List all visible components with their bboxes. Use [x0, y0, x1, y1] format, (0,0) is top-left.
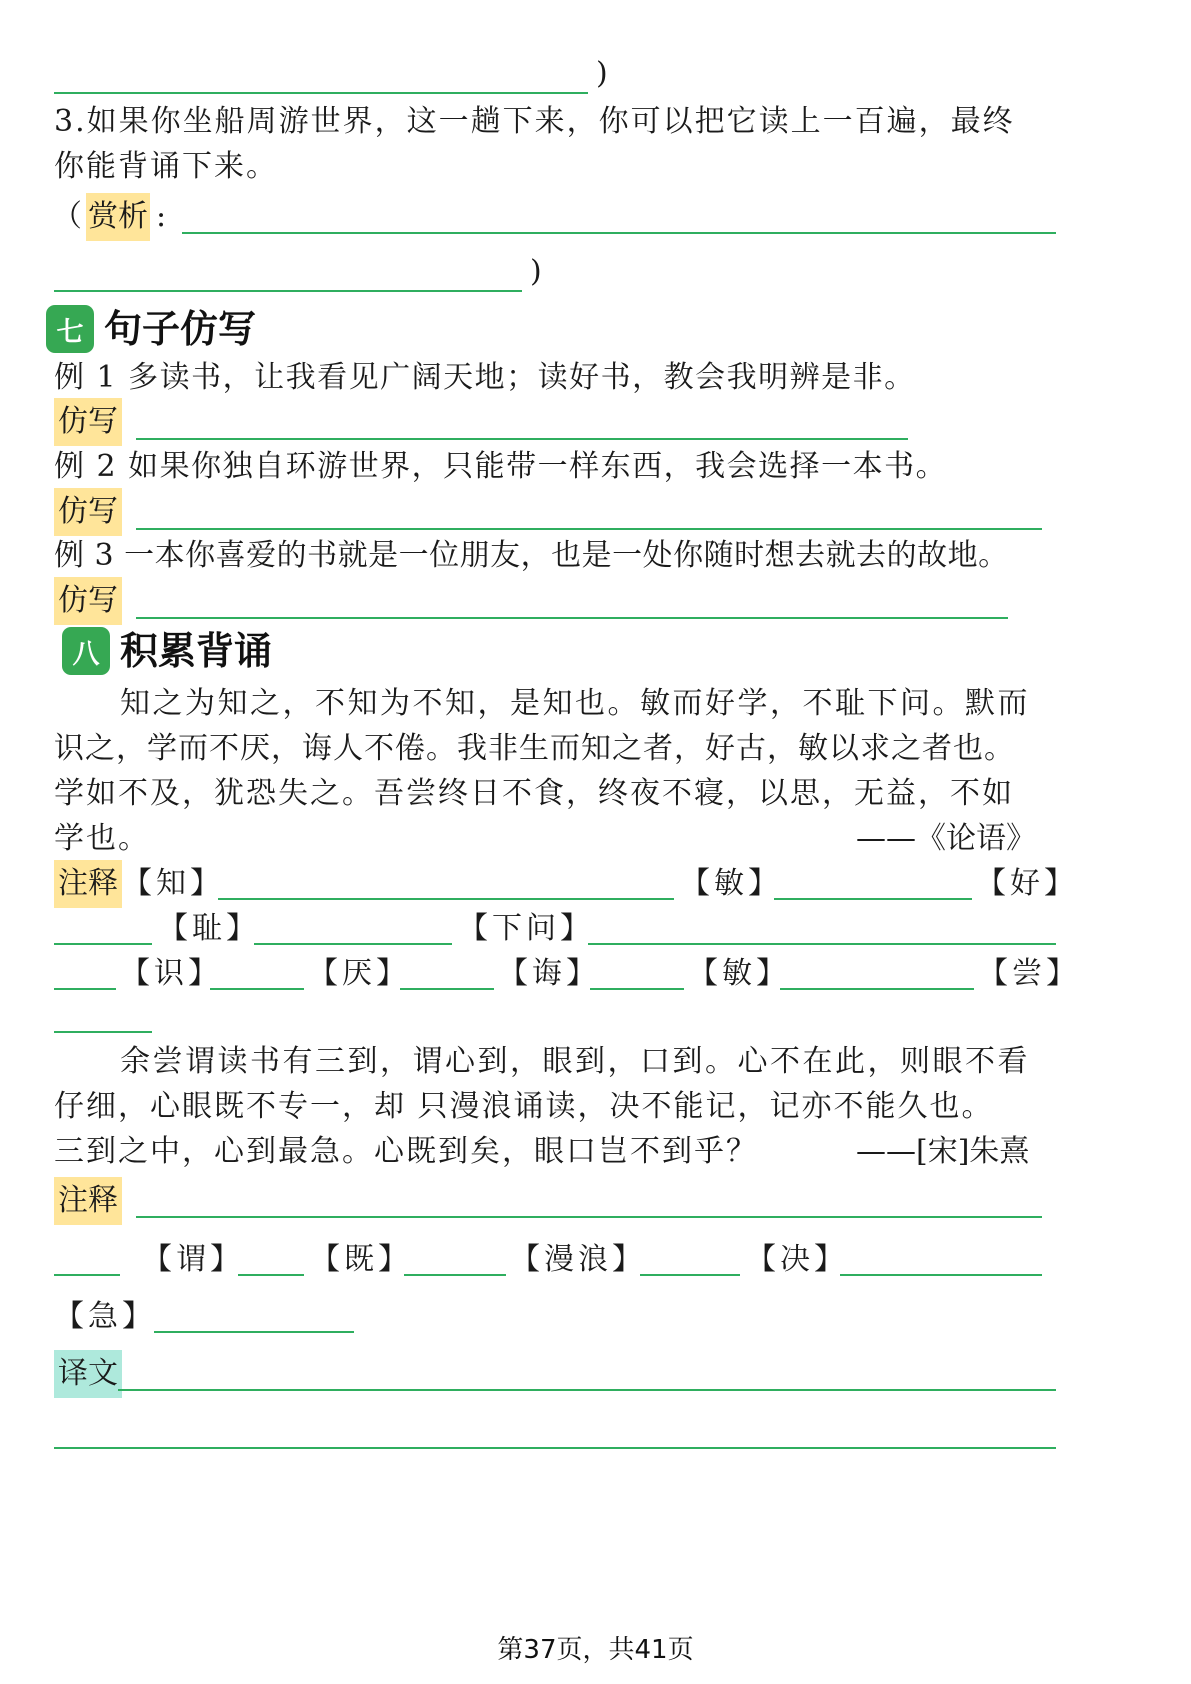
term-chang-line[interactable]	[54, 1031, 152, 1033]
term-hui: 【诲】	[498, 956, 600, 991]
term-min-2: 【敏】	[688, 956, 790, 991]
term-ji-urgent-line[interactable]	[154, 1331, 354, 1333]
term-shi: 【识】	[120, 956, 222, 991]
term-hao: 【好】	[976, 866, 1078, 901]
section-7-title: 句子仿写	[104, 307, 257, 351]
analects-line-4: 学也。	[54, 821, 150, 856]
imitation-line-1[interactable]	[136, 438, 908, 440]
translation-line-2[interactable]	[54, 1447, 1056, 1449]
note-label-1: 注释	[54, 860, 122, 908]
term-jue-line[interactable]	[840, 1274, 1042, 1276]
answer-line[interactable]	[54, 92, 588, 94]
term-row4-lead-line[interactable]	[54, 1274, 120, 1276]
term-ji: 【既】	[310, 1242, 412, 1277]
open-paren: （	[52, 199, 82, 234]
appreciation-line[interactable]	[182, 232, 1056, 234]
zhuxi-line-1: 余尝谓读书有三到，谓心到，眼到，口到。心不在此，则眼不看	[120, 1044, 1030, 1079]
term-zhi: 【知】	[122, 866, 224, 901]
imitation-line-2[interactable]	[136, 528, 1042, 530]
section-7-badge: 七	[46, 305, 94, 353]
section-8-badge: 八	[62, 627, 110, 675]
page-footer: 第37页，共41页	[497, 1635, 694, 1665]
term-yan-line[interactable]	[400, 988, 494, 990]
colon: :	[156, 199, 167, 234]
example-2: 例 2 如果你独自环游世界，只能带一样东西，我会选择一本书。	[54, 449, 948, 484]
imitation-label-1: 仿写	[54, 398, 122, 446]
imitation-label-3: 仿写	[54, 577, 122, 625]
example-3: 例 3 一本你喜爱的书就是一位朋友，也是一处你随时想去就去的故地。	[54, 538, 1009, 573]
term-zhi-line[interactable]	[218, 898, 674, 900]
close-paren-2: )	[530, 254, 542, 289]
translation-label: 译文	[54, 1350, 122, 1398]
term-chi: 【耻】	[158, 911, 260, 946]
term-wei-line[interactable]	[238, 1274, 304, 1276]
zhuxi-source: ——[宋]朱熹	[856, 1134, 1030, 1169]
term-ji-urgent: 【急】	[54, 1299, 156, 1334]
translation-line-1[interactable]	[118, 1389, 1056, 1391]
appreciation-line-2[interactable]	[54, 290, 522, 292]
analects-line-1: 知之为知之，不知为不知，是知也。敏而好学，不耻下问。默而	[120, 686, 1030, 721]
term-wei: 【谓】	[142, 1242, 244, 1277]
term-chang: 【尝】	[978, 956, 1080, 991]
appreciation-label: 赏析	[86, 193, 150, 241]
question-3-line-2: 你能背诵下来。	[54, 149, 278, 184]
term-yan: 【厌】	[308, 956, 410, 991]
term-xiawen-line[interactable]	[588, 943, 1056, 945]
imitation-label-2: 仿写	[54, 488, 122, 536]
term-chi-line[interactable]	[254, 943, 452, 945]
note-label-2: 注释	[54, 1177, 122, 1225]
imitation-line-3[interactable]	[136, 617, 1008, 619]
term-hui-line[interactable]	[590, 988, 684, 990]
term-shi-line[interactable]	[210, 988, 304, 990]
question-3-line-1: 3.如果你坐船周游世界，这一趟下来，你可以把它读上一百遍，最终	[54, 104, 1015, 139]
term-hao-line[interactable]	[54, 943, 152, 945]
term-min: 【敏】	[680, 866, 782, 901]
term-xiawen: 【下问】	[458, 911, 594, 946]
term-manlang: 【漫浪】	[510, 1242, 646, 1277]
term-ji-line[interactable]	[404, 1274, 506, 1276]
term-row3-lead-line[interactable]	[54, 988, 116, 990]
analects-source: ——《论语》	[856, 821, 1036, 856]
close-paren: )	[596, 56, 608, 91]
zhuxi-line-3: 三到之中，心到最急。心既到矣，眼口岂不到乎？	[54, 1134, 758, 1169]
zhuxi-line-2: 仔细，心眼既不专一，却 只漫浪诵读，决不能记，记亦不能久也。	[54, 1089, 994, 1124]
term-jue: 【决】	[746, 1242, 848, 1277]
example-1: 例 1 多读书，让我看见广阔天地；读好书，教会我明辨是非。	[54, 360, 916, 395]
analects-line-3: 学如不及，犹恐失之。吾尝终日不食，终夜不寝，以思，无益，不如	[54, 776, 1014, 811]
section-8-title: 积累背诵	[120, 629, 273, 673]
note-line-2[interactable]	[136, 1216, 1042, 1218]
term-min-2-line[interactable]	[780, 988, 974, 990]
analects-line-2: 识之，学而不厌，诲人不倦。我非生而知之者，好古，敏以求之者也。	[54, 731, 1015, 766]
term-manlang-line[interactable]	[640, 1274, 740, 1276]
term-min-line[interactable]	[774, 898, 972, 900]
